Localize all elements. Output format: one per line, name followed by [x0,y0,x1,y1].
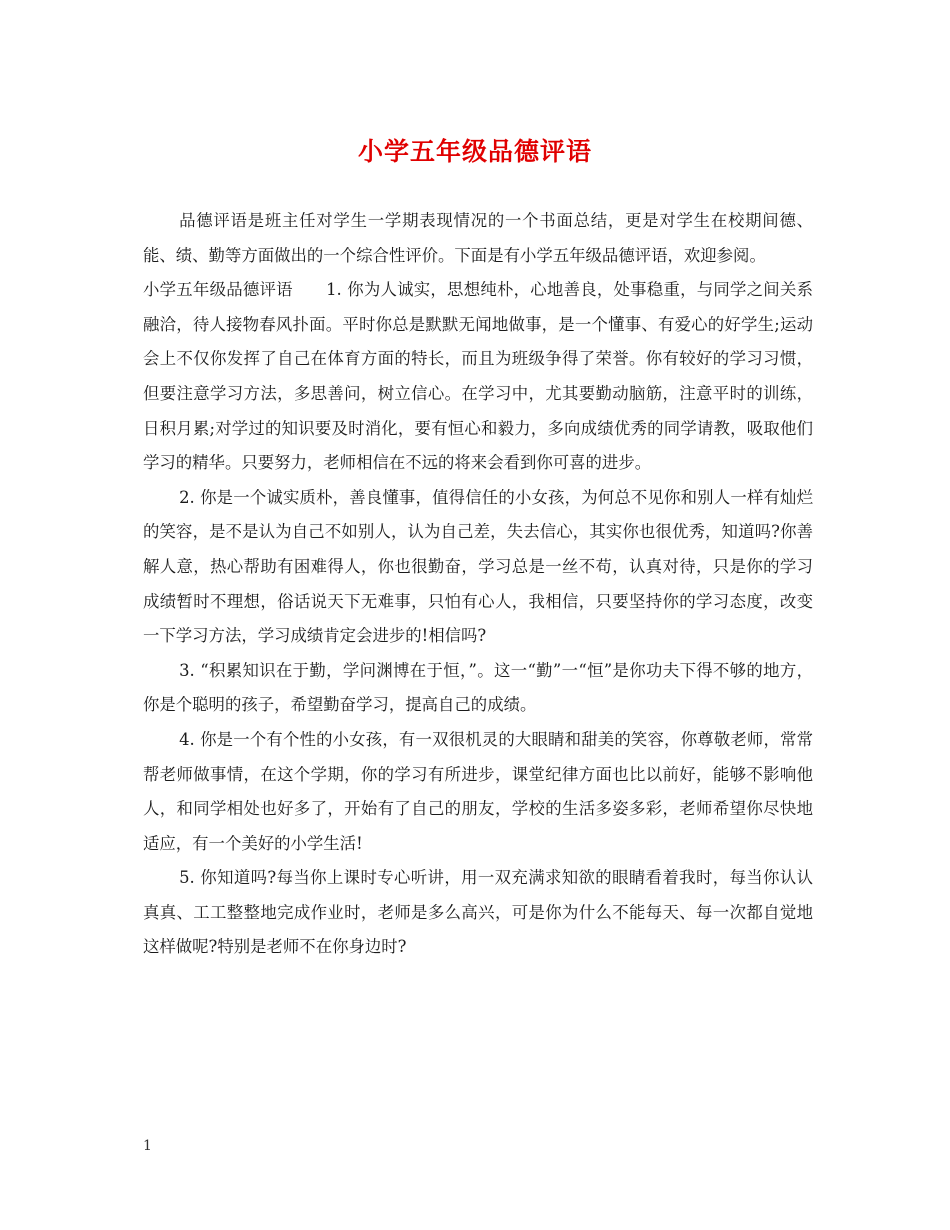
comment-paragraph-1: 小学五年级品德评语 1. 你为人诚实，思想纯朴，心地善良，处事稳重，与同学之间关系融洽，待人接物春风扑面。平时你总是默默无闻地做事，是一个懂事、有爱心的好学生;运动会上不仅你发挥了自己在体育方面的特长，而且为班级争得了荣誉。你有较好的学习习惯，但要注意学习方法，多思善问，树立信心。在学习中，尤其要勤动脑筋，注意平时的训练，日积月累;对学过的知识要及时消化，要有恒心和毅力，多向成绩优秀的同学请教，吸取他们学习的精华。只要努力，老师相信在不远的将来会看到你可喜的进步。 [143,280,813,473]
comment-paragraph-4: 4. 你是一个有个性的小女孩，有一双很机灵的大眼睛和甜美的笑容，你尊敬老师，常常帮老师做事情，在这个学期，你的学习有所进步，课堂纪律方面也比以前好，能够不影响他人，和同学相处也好多了，开始有了自己的朋友，学校的生活多姿多彩，老师希望你尽快地适应，有一个美好的小学生活! [143,729,813,853]
document-body [143,204,813,965]
intro-paragraph: 品德评语是班主任对学生一学期表现情况的一个书面总结，更是对学生在校期间德、能、绩、勤等方面做出的一个综合性评价。下面是有小学五年级品德评语，欢迎参阅。 [143,211,813,265]
comment-paragraph-3: 3. “积累知识在于勤，学问渊博在于恒，”。这一“勤”一“恒”是你功夫下得不够的地方，你是个聪明的孩子，希望勤奋学习，提高自己的成绩。 [143,660,813,715]
comment-paragraph-5: 5. 你知道吗?每当你上课时专心听讲，用一双充满求知欲的眼睛看着我时，每当你认认真真、工工整整地完成作业时，老师是多么高兴，可是你为什么不能每天、每一次都自觉地这样做呢?特别是老师不在你身边时? [143,868,813,957]
comment-paragraph-2: 2. 你是一个诚实质朴，善良懂事，值得信任的小女孩，为何总不见你和别人一样有灿烂的笑容，是不是认为自己不如别人，认为自己差，失去信心，其实你也很优秀，知道吗?你善解人意，热心帮助有困难得人，你也很勤奋，学习总是一丝不苟，认真对待，只是你的学习成绩暂时不理想，俗话说天下无难事，只怕有心人，我相信，只要坚持你的学习态度，改变一下学习方法，学习成绩肯定会进步的!相信吗? [143,487,813,646]
page-number: 1 [143,1138,152,1154]
page-title: 小学五年级品德评语 [357,137,592,166]
